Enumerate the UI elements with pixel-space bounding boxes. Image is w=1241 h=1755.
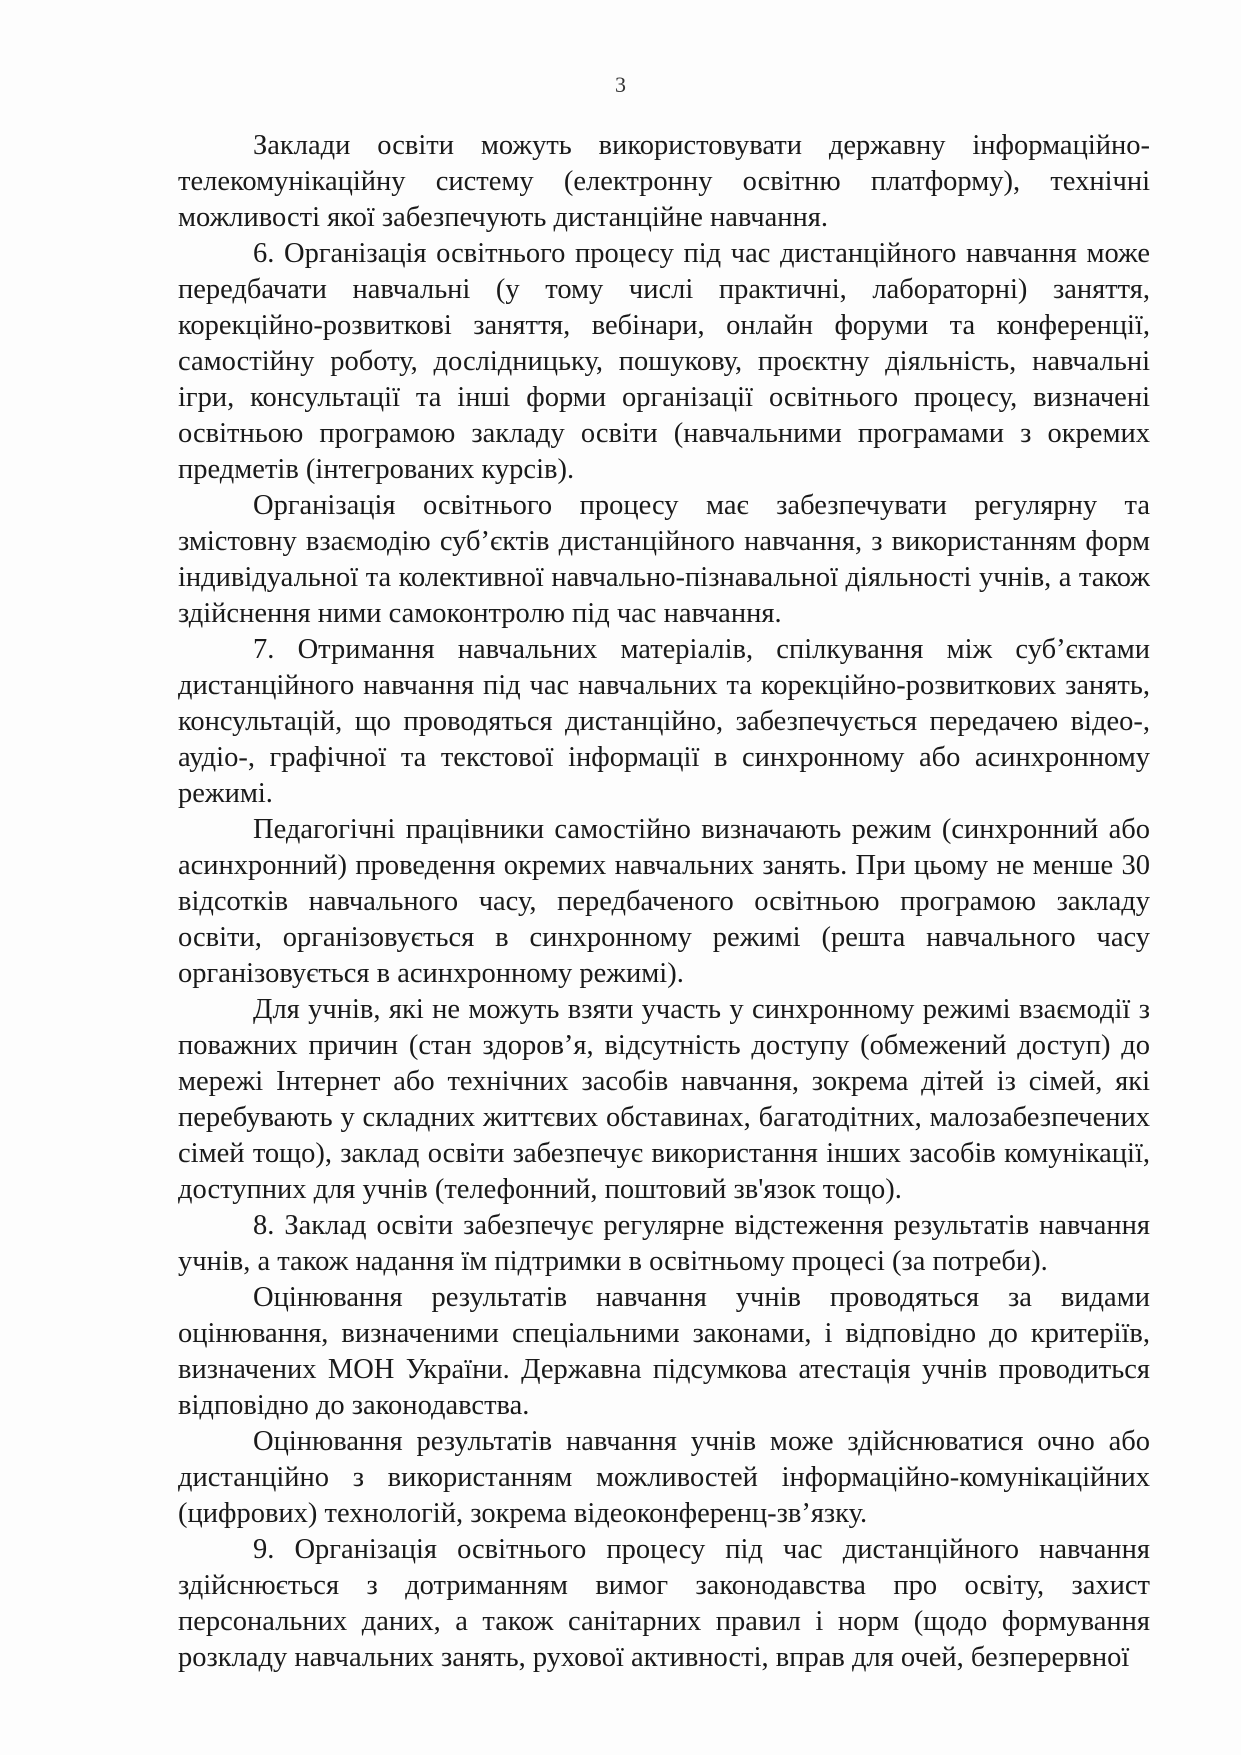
paragraph-platform: Заклади освіти можуть використовувати державну інформаційно-телекомунікаційну систему (електронну освітню платформу), технічні можливості якої забезпечують дистанційне навчання. (178, 130, 1150, 233)
document-body (178, 128, 1150, 1676)
paragraph-interaction: Організація освітнього процесу має забезпечувати регулярну та змістовну взаємодію суб’єктів дистанційного навчання, з використанням форм індивідуальної та колективної навчально-пізнавальної діяльності учнів, а також здійснення ними самоконтролю під час навчання. (178, 490, 1150, 629)
paragraph-7: 7. Отримання навчальних матеріалів, спілкування між суб’єктами дистанційного навчання під час навчальних та корекційно-розвиткових занять, консультацій, що проводяться дистанційно, забезпечується передачею відео-, аудіо-, графічної та текстової інформації в синхронному або асинхронному режимі. (178, 634, 1150, 809)
paragraph-8: 8. Заклад освіти забезпечує регулярне відстеження результатів навчання учнів, а також надання їм підтримки в освітньому процесі (за потреби). (178, 1210, 1150, 1277)
paragraph-6: 6. Організація освітнього процесу під час дистанційного навчання може передбачати навчальні (у тому числі практичні, лабораторні) заняття, корекційно-розвиткові заняття, вебінари, онлайн форуми та конференції, самостійну роботу, дослідницьку, пошукову, проєктну діяльність, навчальні ігри, консультації та інші форми організації освітнього процесу, визначені освітньою програмою закладу освіти (навчальними програмами з окремих предметів (інтегрованих курсів). (178, 238, 1150, 485)
paragraph-assessment-mode: Оцінювання результатів навчання учнів може здійснюватися очно або дистанційно з використанням можливостей інформаційно-комунікаційних (цифрових) технологій, зокрема відеоконференц-зв’язку. (178, 1426, 1150, 1529)
paragraph-mode: Педагогічні працівники самостійно визначають режим (синхронний або асинхронний) проведення окремих навчальних занять. При цьому не менше 30 відсотків навчального часу, передбаченого освітньою програмою закладу освіти, організовується в синхронному режимі (решта навчального часу організовується в асинхронному режимі). (178, 814, 1150, 989)
paragraph-9: 9. Організація освітнього процесу під час дистанційного навчання здійснюється з дотриманням вимог законодавства про освіту, захист персональних даних, а також санітарних правил і норм (щодо формування розкладу навчальних занять, рухової активності, вправ для очей, безперервної (178, 1534, 1150, 1673)
page-number: 3 (615, 72, 626, 97)
paragraph-students: Для учнів, які не можуть взяти участь у синхронному режимі взаємодії з поважних причин (стан здоров’я, відсутність доступу (обмежений доступ) до мережі Інтернет або технічних засобів навчання, зокрема дітей із сімей, які перебувають у складних життєвих обставинах, багатодітних, малозабезпечених сімей тощо), заклад освіти забезпечує використання інших засобів комунікації, доступних для учнів (телефонний, поштовий зв'язок тощо). (178, 994, 1150, 1205)
paragraph-assessment: Оцінювання результатів навчання учнів проводяться за видами оцінювання, визначеними спеціальними законами, і відповідно до критеріїв, визначених МОН України. Державна підсумкова атестація учнів проводиться відповідно до законодавства. (178, 1282, 1150, 1421)
